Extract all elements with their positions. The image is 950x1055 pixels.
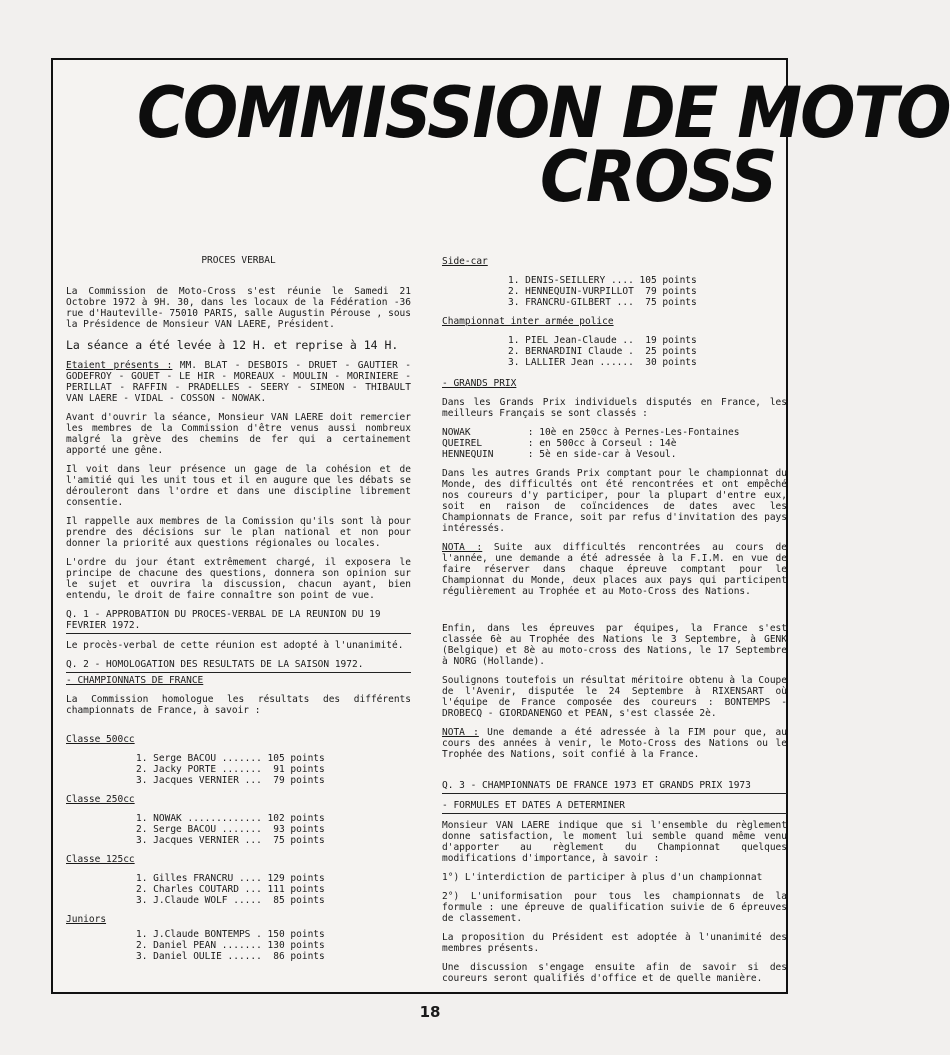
equipes-paragraph: Enfin, dans les épreuves par équipes, la France s'est classée 6è au Trophée des Nations le 3 Septembre, à GENK (Belgique) et 8è au moto-cross des Nations, le 17 Septembre à NORG (Hollande). <box>442 623 787 667</box>
q2-title: Q. 2 - HOMOLOGATION DES RESULTATS DE LA SAISON 1972. <box>66 659 411 673</box>
nota-1-text: Suite aux difficultés rencontrées au cours de l'année, une demande a été adressée à la F.I.M. en vue de faire réserver dans chaque épreuve comptant pour le Championnat du Monde, deux places aux pays qui participent régulièrement au Trophée et au Moto-Cross des Nations. <box>442 542 787 597</box>
point-2: 2°) L'uniformisation pour tous les championnats de la formule : une épreuve de qualification suivie de 6 épreuves de classement. <box>442 891 787 924</box>
classe-125-heading: Classe 125cc <box>66 854 135 865</box>
right-column <box>442 256 787 992</box>
gp-text: Dans les Grands Prix individuels disputés en France, les meilleurs Français se sont classés : <box>442 397 787 419</box>
nota-2-label: NOTA : <box>442 727 479 738</box>
gp-text-2: Dans les autres Grands Prix comptant pour le championnat du Monde, des difficultés ont été rencontrées et ont empêché nos coureurs d'y participer, pour la plupart d'entre eux, soit en raison de coïncidences de dates avec les Championnats de France, soit par refus d'invitation des pays intéressés. <box>442 468 787 534</box>
nota-2 <box>442 727 787 760</box>
q2-text: La Commission homologue les résultats des différents championnats de France, à savoir : <box>66 694 411 716</box>
result-row: 1. PIEL Jean-Claude .. 19 points <box>508 335 697 346</box>
gp-row: HENNEQUIN : 5è en side-car à Vesoul. <box>442 449 677 460</box>
q1-title: Q. 1 - APPROBATION DU PROCES-VERBAL DE LA REUNION DU 19 FEVRIER 1972. <box>66 609 411 634</box>
coupe-paragraph: Soulignons toutefois un résultat méritoire obtenu à la Coupe de l'Avenir, disputée le 24 Septembre à RIXENSART où l'équipe de France composée des coureurs : BONTEMPS - DROBECQ - GIORDANENGO et PEAN, s'est classée 2è. <box>442 675 787 719</box>
paragraph-1: Avant d'ouvrir la séance, Monsieur VAN LAERE doit remercier les membres de la Commission d'être venus aussi nombreux malgré la grève des chemins de fer qui a certainement apporté une gêne. <box>66 412 411 456</box>
gp-heading <box>442 378 787 389</box>
paragraph-4: L'ordre du jour étant extrêmement chargé, il exposera le principe de chacune des questions, donnera son opinion sur le sujet et ouvrira la discussion, chacun ayant, bien entendu, le droit de faire connaître son point de vue. <box>66 557 411 601</box>
result-row: 2. BERNARDINI Claude . 25 points <box>508 346 697 357</box>
result-row: 2. HENNEQUIN-VURPILLOT 79 points <box>508 286 697 297</box>
nota-2-text: Une demande a été adressée à la FIM pour que, au cours des années à venir, le Moto-Cross des Nations ou le Trophée des Nations, soit confié à la France. <box>442 727 787 760</box>
result-row: 1. Serge BACOU ....... 105 points <box>136 753 325 764</box>
result-row: 3. Daniel OULIE ...... 86 points <box>136 951 325 962</box>
nota-1-label: NOTA : <box>442 542 483 553</box>
q3-text: Monsieur VAN LAERE indique que si l'ensemble du règlement donne satisfaction, le moment lui semble quand même venu d'apporter au règlement du Championnat quelques modifications d'importance, à savoir : <box>442 820 787 864</box>
q3-title: Q. 3 - CHAMPIONNATS DE FRANCE 1973 ET GRANDS PRIX 1973 <box>442 780 787 794</box>
title-line-2: CROSS <box>540 136 776 218</box>
result-row: 2. Daniel PEAN ....... 130 points <box>136 940 325 951</box>
pv-title: PROCES VERBAL <box>201 255 276 266</box>
gp-row: QUEIREL : en 500cc à Corseul : 14è <box>442 438 677 449</box>
presents-names: MM. BLAT - DESBOIS - DRUET - GAUTIER - GODEFROY - GOUET - LE HIR - MOREAUX - MOULIN - MORINIERE - PERILLAT - RAFFIN - PRADELLES - SEERY - SIMEON - THIBAULT VAN LAERE - VIDAL - COSSON - NOWAK. <box>66 360 411 404</box>
results-500 <box>66 753 411 786</box>
armee-heading: Championnat inter armée police <box>442 316 614 327</box>
point-1: 1°) L'interdiction de participer à plus d'un championnat <box>442 872 763 883</box>
intro-paragraph: La Commission de Moto-Cross s'est réunie le Samedi 21 Octobre 1972 à 9H. 30, dans les locaux de la Fédération -36 rue d'Hauteville- 75010 PARIS, salle Augustin Pérouse , sous la Présidence de Monsieur VAN LAERE, Président. <box>66 286 411 330</box>
results-armee <box>442 335 787 368</box>
result-row: 2. Serge BACOU ....... 93 points <box>136 824 325 835</box>
proposition-paragraph: La proposition du Président est adoptée à l'unanimité des membres présents. <box>442 932 787 954</box>
result-row: 2. Jacky PORTE ....... 91 points <box>136 764 325 775</box>
q2-subtitle <box>66 675 411 686</box>
results-juniors <box>66 929 411 962</box>
presents-label: Etaient présents : <box>66 360 173 371</box>
page-number: 18 <box>419 1003 441 1021</box>
paragraph-2: Il voit dans leur présence un gage de la cohésion et de l'amitié qui les unit tous et il en augure que les débats se dérouleront dans l'ordre et dans une discipline librement consentie. <box>66 464 411 508</box>
title-line-1: COMMISSION DE MOTO <box>137 72 950 154</box>
seance-line: La séance a été levée à 12 H. et reprise à 14 H. <box>66 338 399 352</box>
result-row: 3. Jacques VERNIER ... 79 points <box>136 775 325 786</box>
results-125 <box>66 873 411 906</box>
result-row: 3. Jacques VERNIER ... 75 points <box>136 835 325 846</box>
result-row: 2. Charles COUTARD ... 111 points <box>136 884 325 895</box>
result-row: 3. LALLIER Jean ...... 30 points <box>508 357 697 368</box>
paragraph-3: Il rappelle aux membres de la Comission qu'ils sont là pour prendre des décisions sur le plan national et non pour donner la priorité aux questions régionales ou locales. <box>66 516 411 549</box>
sidecar-heading: Side-car <box>442 256 488 267</box>
q2-subtitle-text: - CHAMPIONNATS DE FRANCE <box>66 675 204 686</box>
gp-row: NOWAK : 10è en 250cc à Pernes-Les-Fontaines <box>442 427 740 438</box>
result-row: 1. NOWAK ............. 102 points <box>136 813 325 824</box>
juniors-heading: Juniors <box>66 914 107 925</box>
classe-250-heading: Classe 250cc <box>66 794 135 805</box>
discussion-paragraph: Une discussion s'engage ensuite afin de savoir si des coureurs seront qualifiés d'office et de quelle manière. <box>442 962 787 984</box>
nota-1 <box>442 542 787 597</box>
gp-heading-text: - GRANDS PRIX <box>442 378 517 389</box>
presents-paragraph <box>66 360 411 404</box>
results-250 <box>66 813 411 846</box>
q1-text: Le procès-verbal de cette réunion est adopté à l'unanimité. <box>66 640 404 651</box>
gp-rows <box>442 427 787 460</box>
result-row: 3. FRANCRU-GILBERT ... 75 points <box>508 297 697 308</box>
results-sidecar <box>442 275 787 308</box>
classe-500-heading: Classe 500cc <box>66 734 135 745</box>
result-row: 1. DENIS-SEILLERY .... 105 points <box>508 275 697 286</box>
result-row: 3. J.Claude WOLF ..... 85 points <box>136 895 325 906</box>
result-row: 1. J.Claude BONTEMPS . 150 points <box>136 929 325 940</box>
left-column <box>66 255 411 970</box>
result-row: 1. Gilles FRANCRU .... 129 points <box>136 873 325 884</box>
q3-subtitle: - FORMULES ET DATES A DETERMINER <box>442 800 787 814</box>
